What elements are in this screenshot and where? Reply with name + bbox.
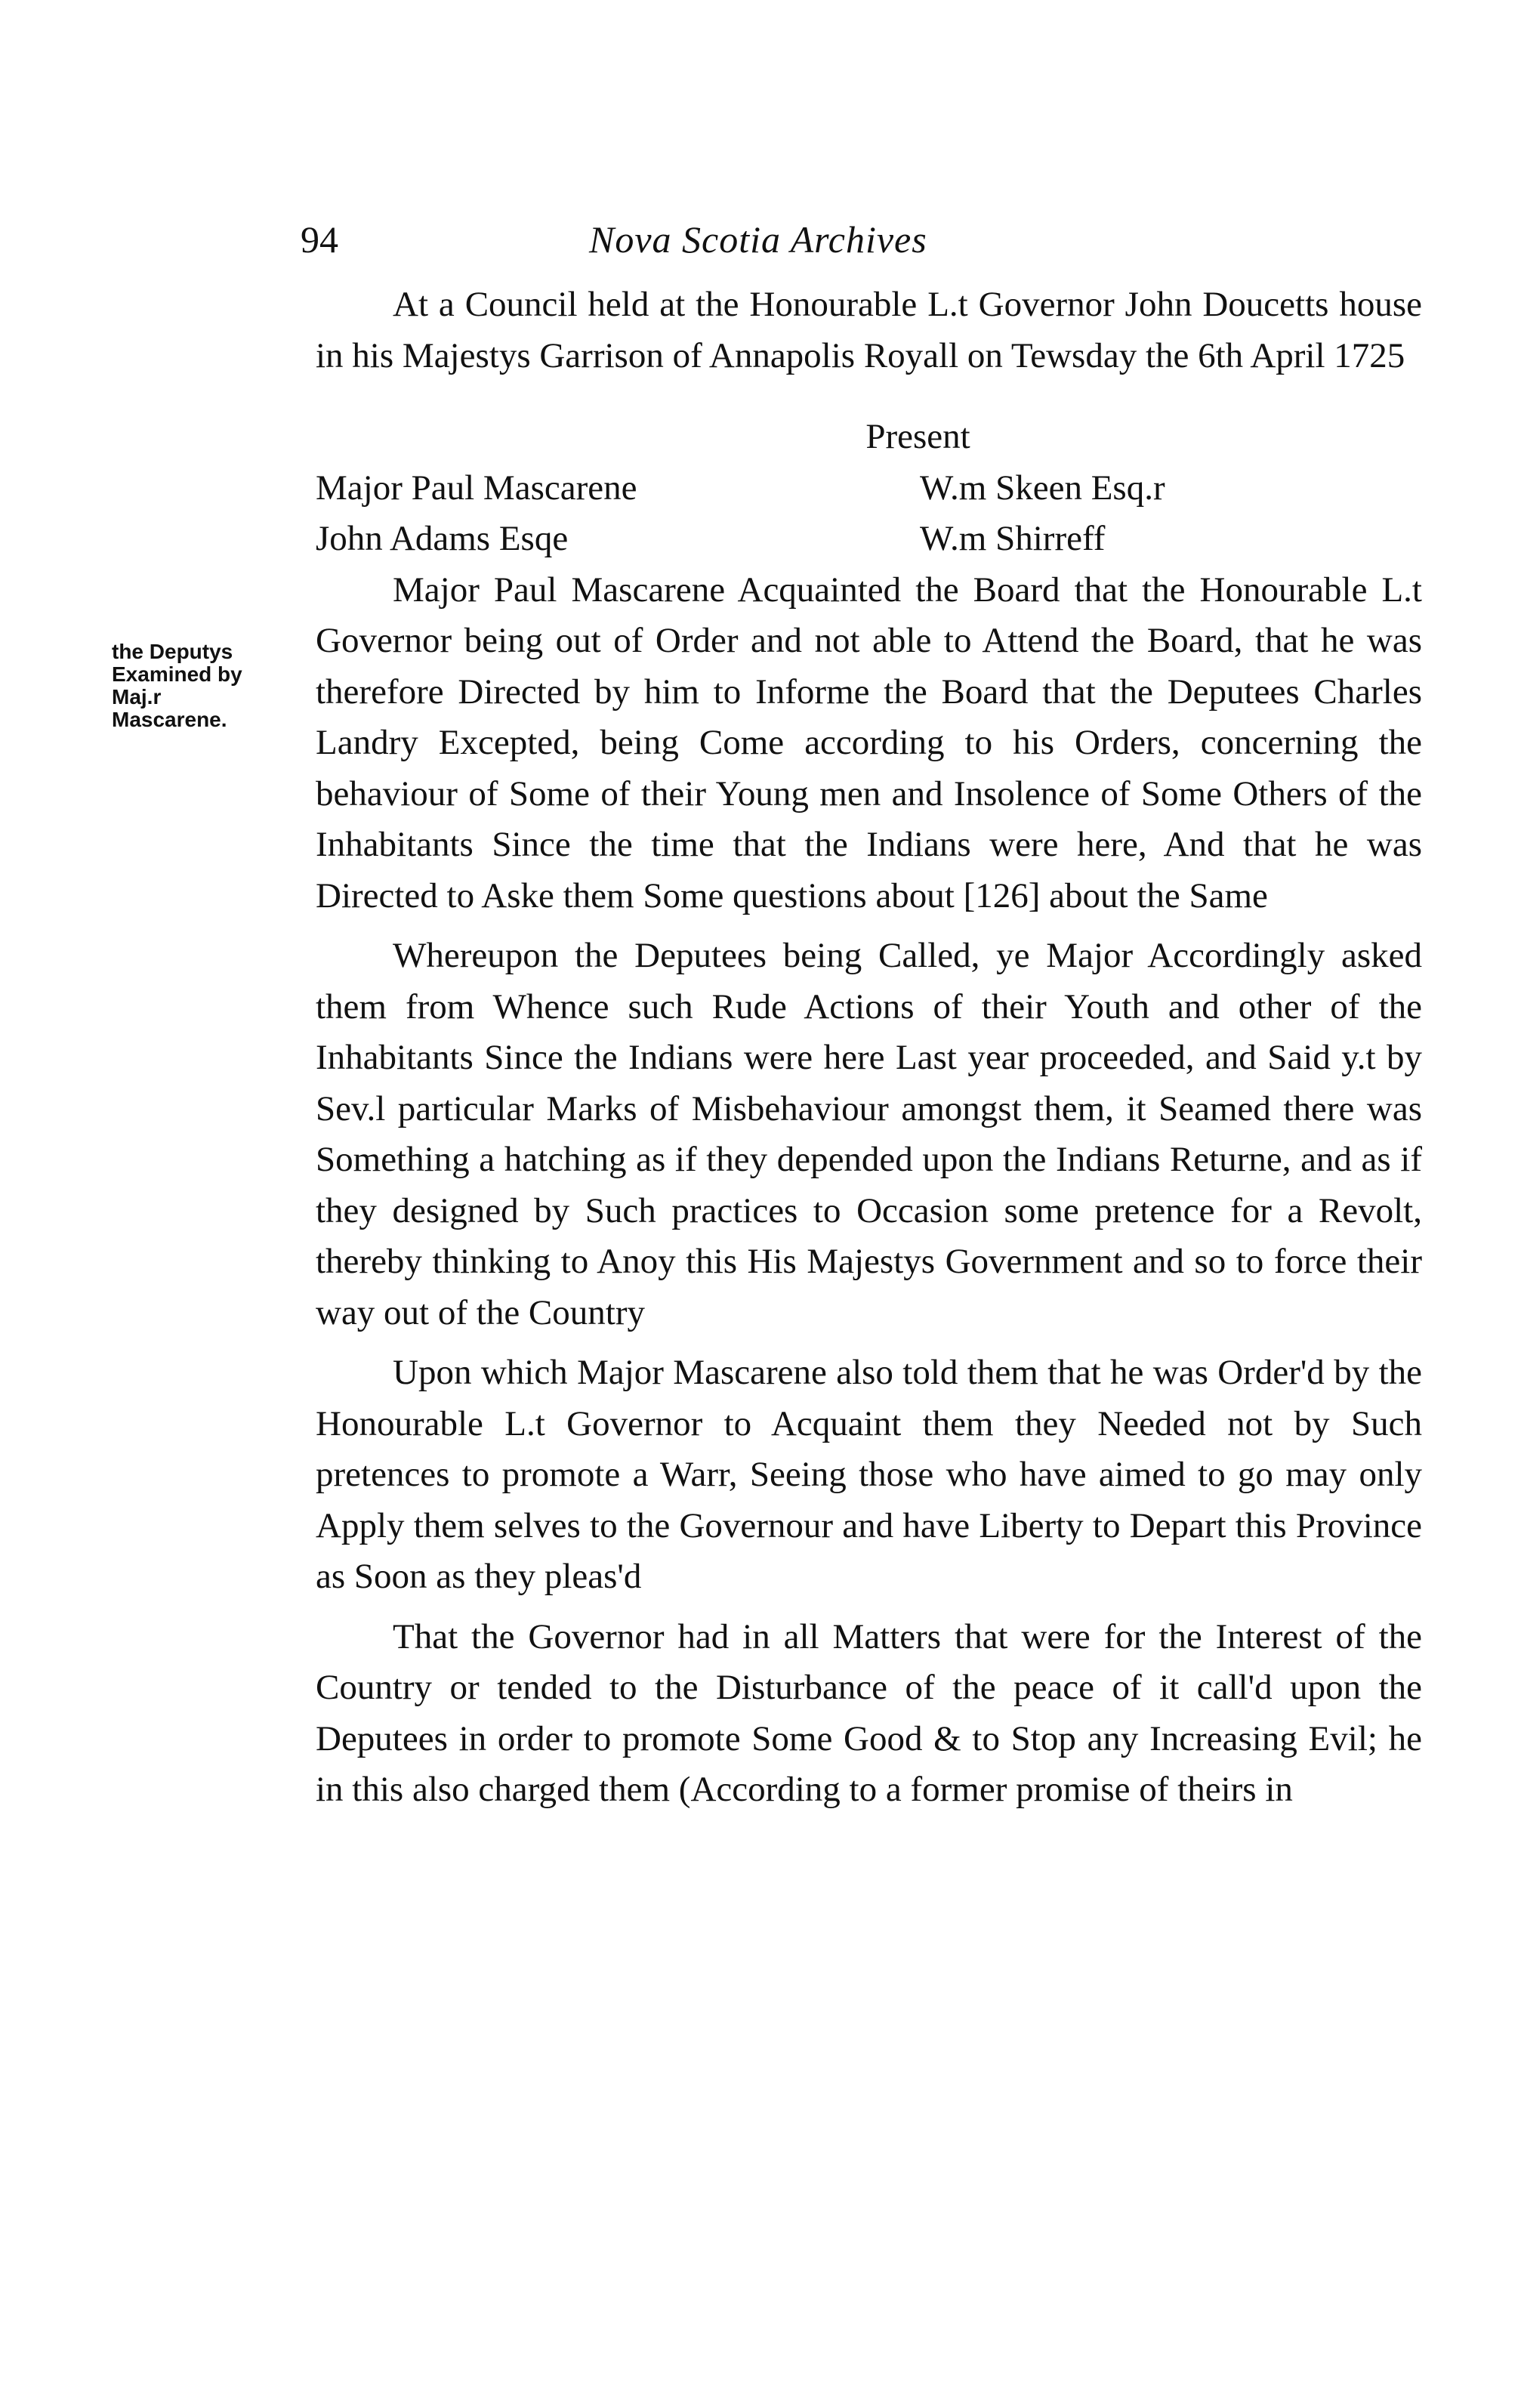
marginal-note (112, 641, 308, 731)
attendee-name: John Adams Esqe (316, 519, 569, 558)
attendee-name: W.m Shirreff (920, 519, 1106, 558)
attendee-name: Major Paul Mascarene (316, 468, 637, 508)
marginal-note-line: Mascarene. (112, 708, 227, 731)
present-heading: Present (865, 417, 970, 456)
marginal-note-line: the Deputys (112, 640, 233, 663)
page-header (0, 213, 1524, 266)
council-opening: At a Council held at the Honourable L.t Governor John Doucetts house in his Majestys Garrison of Annapolis Royall on Tewsday the 6th April 1725 (316, 285, 1422, 375)
body-paragraph: That the Governor had in all Matters that were for the Interest of the Country or tended to the Disturbance of the peace of it call'd upon the Deputees in order to promote Some Good & to Stop any Increasing Evil; he in this also charged them (According to a former promise of theirs in (316, 1616, 1422, 1809)
running-title: Nova Scotia Archives (589, 218, 927, 261)
attendee-name: W.m Skeen Esq.r (920, 468, 1165, 508)
attendee-list (316, 463, 1422, 565)
body-paragraph: Whereupon the Deputees being Called, ye Major Accordingly asked them from Whence such Rude Actions of their Youth and other of the Inhabitants Since the Indians were here Last year proceeded, and Said y.t by Sev.l particular Marks of Misbehaviour amongst them, it Seamed there was Something a hatching as if they depended upon the Indians Returne, and as if they designed by Such practices to Occasion some pretence for a Revolt, thereby thinking to Anoy this His Majestys Government and so to force their way out of the Country (316, 936, 1422, 1332)
marginal-note-line: Maj.r (112, 685, 162, 709)
document-body (316, 279, 1422, 1816)
body-paragraph: Upon which Major Mascarene also told them that he was Order'd by the Honourable L.t Governor to Acquaint them they Needed not by Such pretences to promote a Warr, Seeing those who have aimed to go may only Apply them selves to the Governour and have Liberty to Depart this Province as Soon as they pleas'd (316, 1353, 1422, 1596)
body-paragraph: Major Paul Mascarene Acquainted the Board that the Honourable L.t Governor being out of Order and not able to Attend the Board, that he was therefore Directed by him to Informe the Board that the Deputees Charles Landry Excepted, being Come according to his Orders, concerning the behaviour of Some of their Young men and Insolence of Some Others of the Inhabitants Since the time that the Indians were here, And that he was Directed to Aske them Some questions about [126] about the Same (316, 570, 1422, 915)
marginal-note-line: Examined by (112, 662, 242, 686)
page-number: 94 (301, 218, 338, 261)
